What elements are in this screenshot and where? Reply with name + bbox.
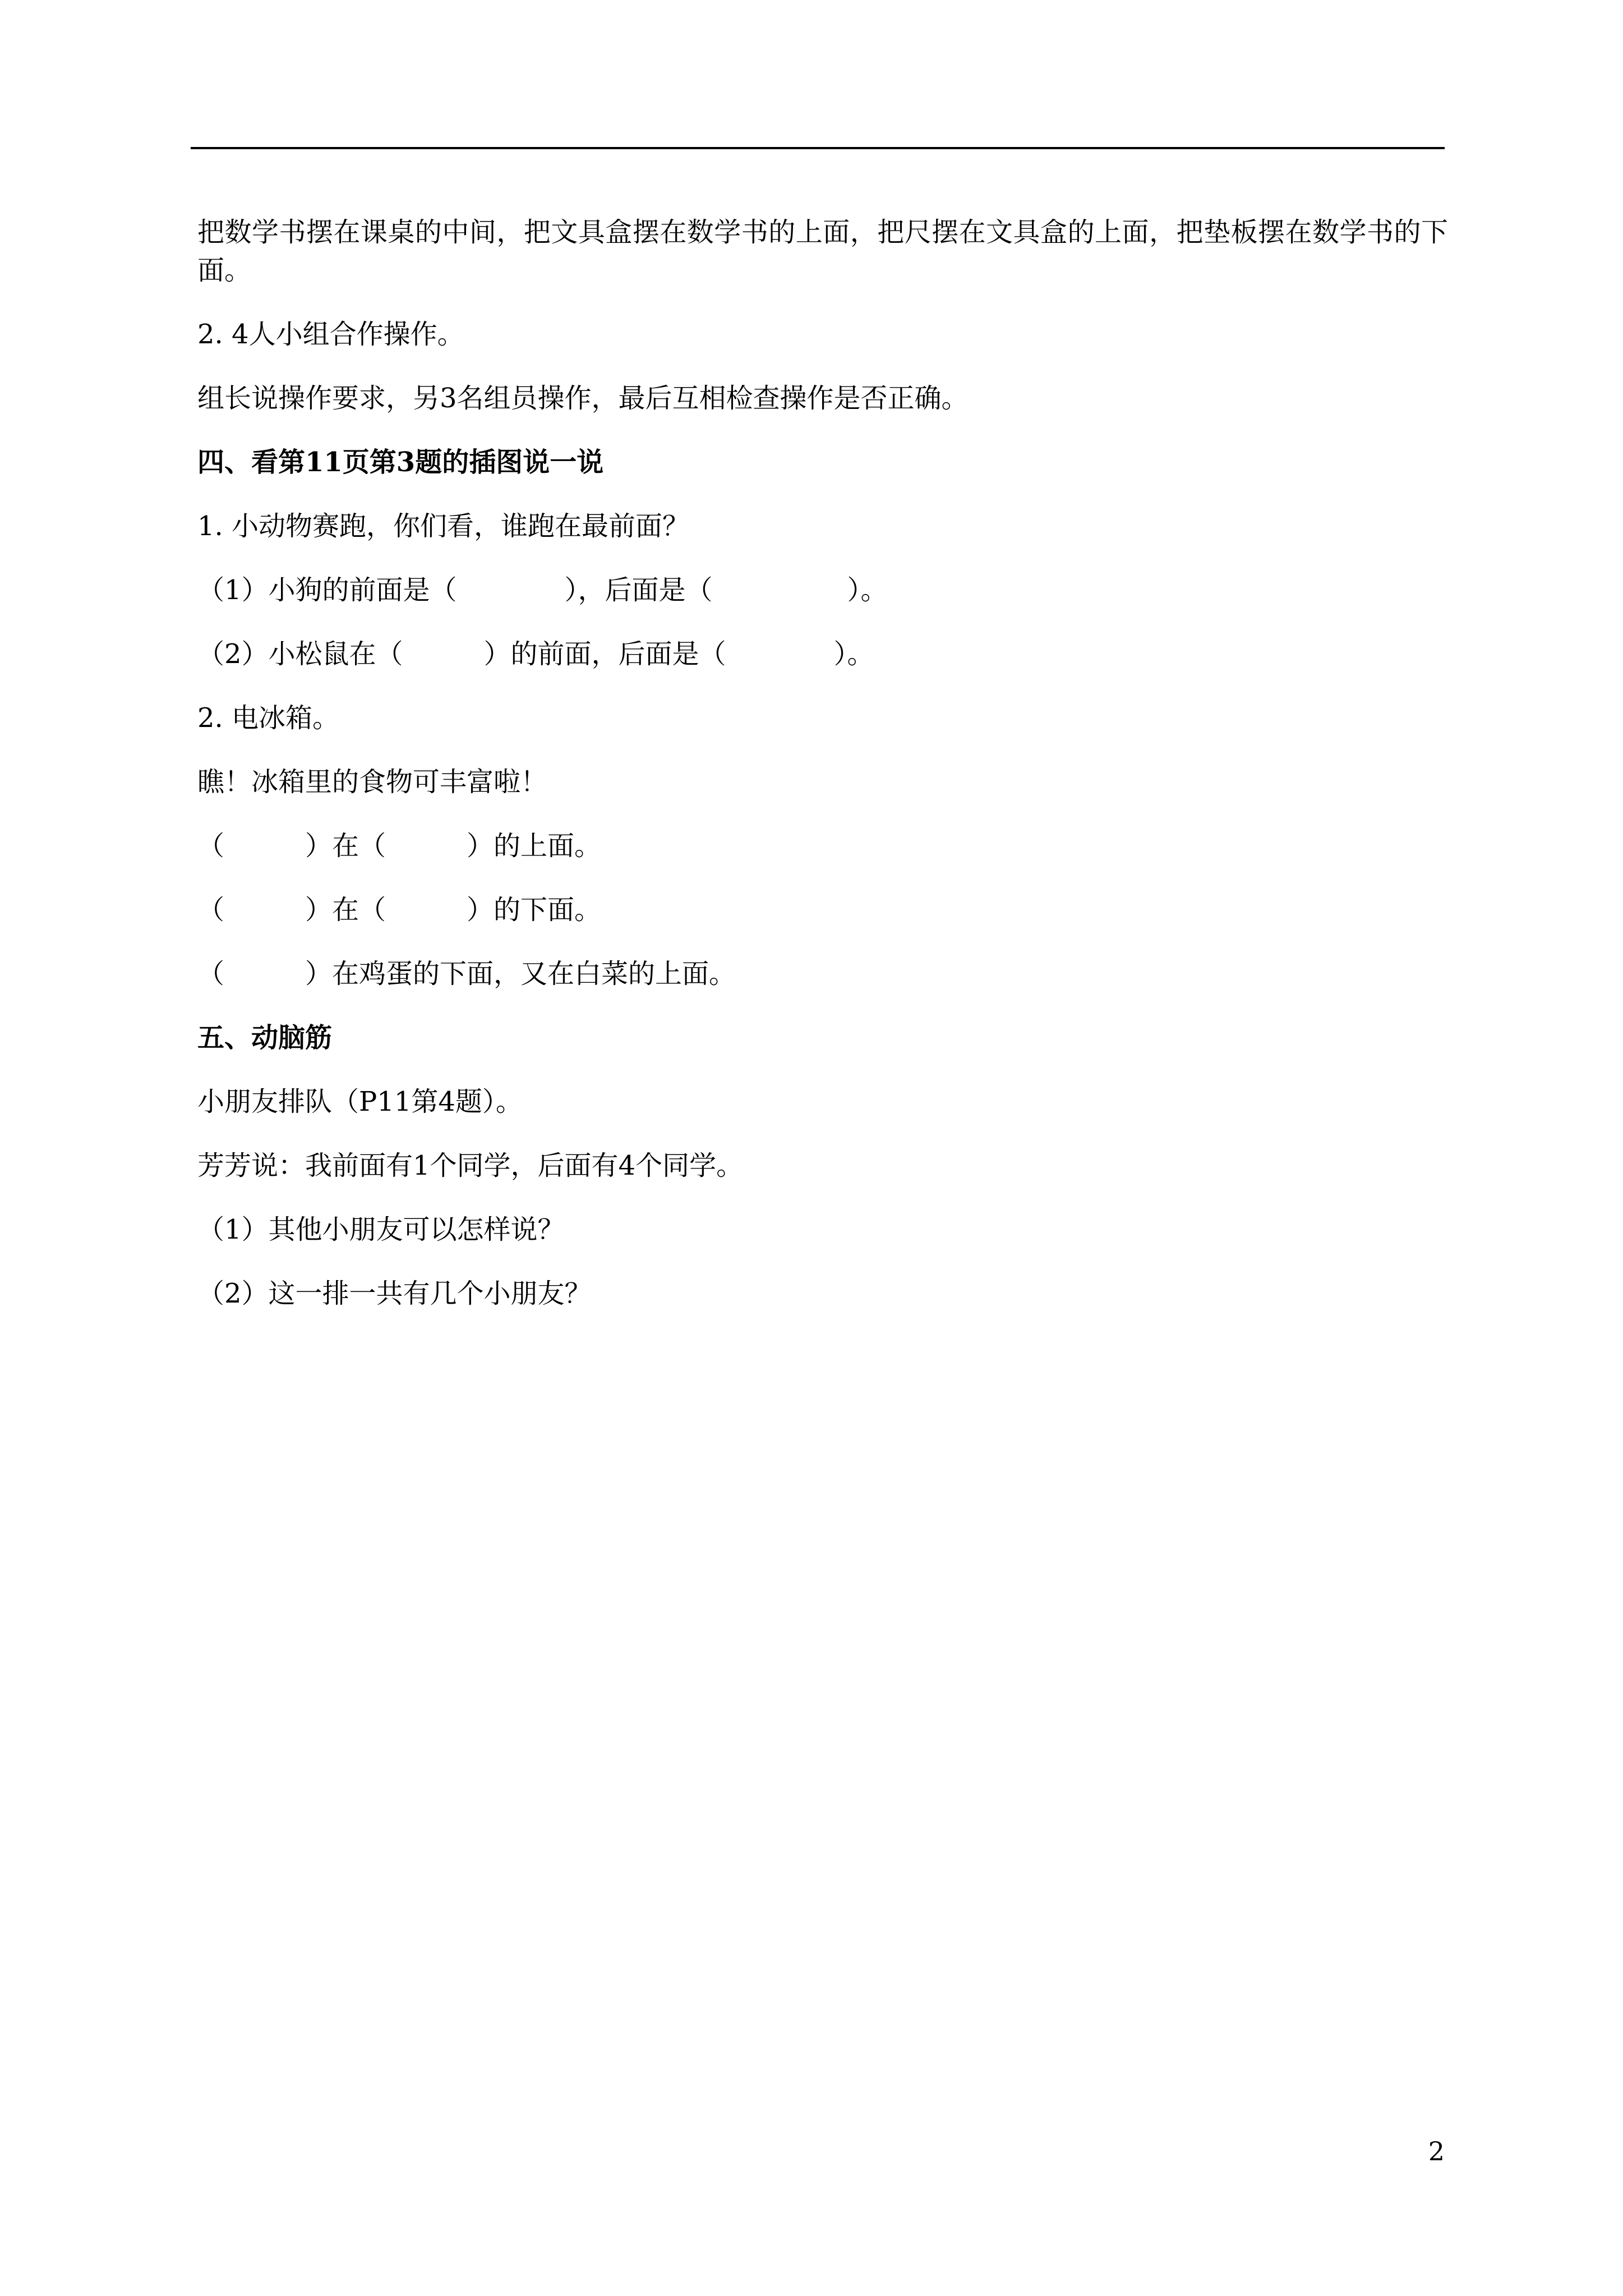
animal-race-question: 1. 小动物赛跑，你们看，谁跑在最前面？ [197,510,690,542]
fangfang-statement: 芳芳说：我前面有1个同学，后面有4个同学。 [197,1150,744,1181]
queue-task: 小朋友排队（P11第4题）。 [197,1086,523,1117]
instruction-paragraph: 把数学书摆在课桌的中间，把文具盒摆在数学书的上面，把尺摆在文具盒的上面，把垫板摆在数学书的下面。 [197,217,1448,286]
header-rule [191,147,1445,149]
fridge-intro: 瞧！冰箱里的食物可丰富啦！ [197,766,548,798]
section-four-heading: 四、看第11页第3题的插图说一说 [197,447,604,478]
fridge-item: 2. 电冰箱。 [197,702,340,734]
section-five-heading: 五、动脑筋 [197,1022,333,1053]
question-one: （1）其他小朋友可以怎样说？ [197,1214,565,1245]
fill-blank-above: （ ）在（ ）的上面。 [197,830,602,862]
fill-blank-squirrel: （2）小松鼠在（ ）的前面，后面是（ ）。 [197,638,874,670]
fill-blank-dog: （1）小狗的前面是（ ），后面是（ ）。 [197,574,888,606]
fill-blank-between: （ ）在鸡蛋的下面，又在白菜的上面。 [197,958,736,990]
group-activity-item: 2. 4人小组合作操作。 [197,319,464,350]
document-body [197,213,1448,1338]
fill-blank-below: （ ）在（ ）的下面。 [197,894,602,926]
question-two: （2）这一排一共有几个小朋友？ [197,1278,592,1309]
group-activity-instruction: 组长说操作要求，另3名组员操作，最后互相检查操作是否正确。 [197,383,969,414]
page-number: 2 [1428,2136,1445,2166]
